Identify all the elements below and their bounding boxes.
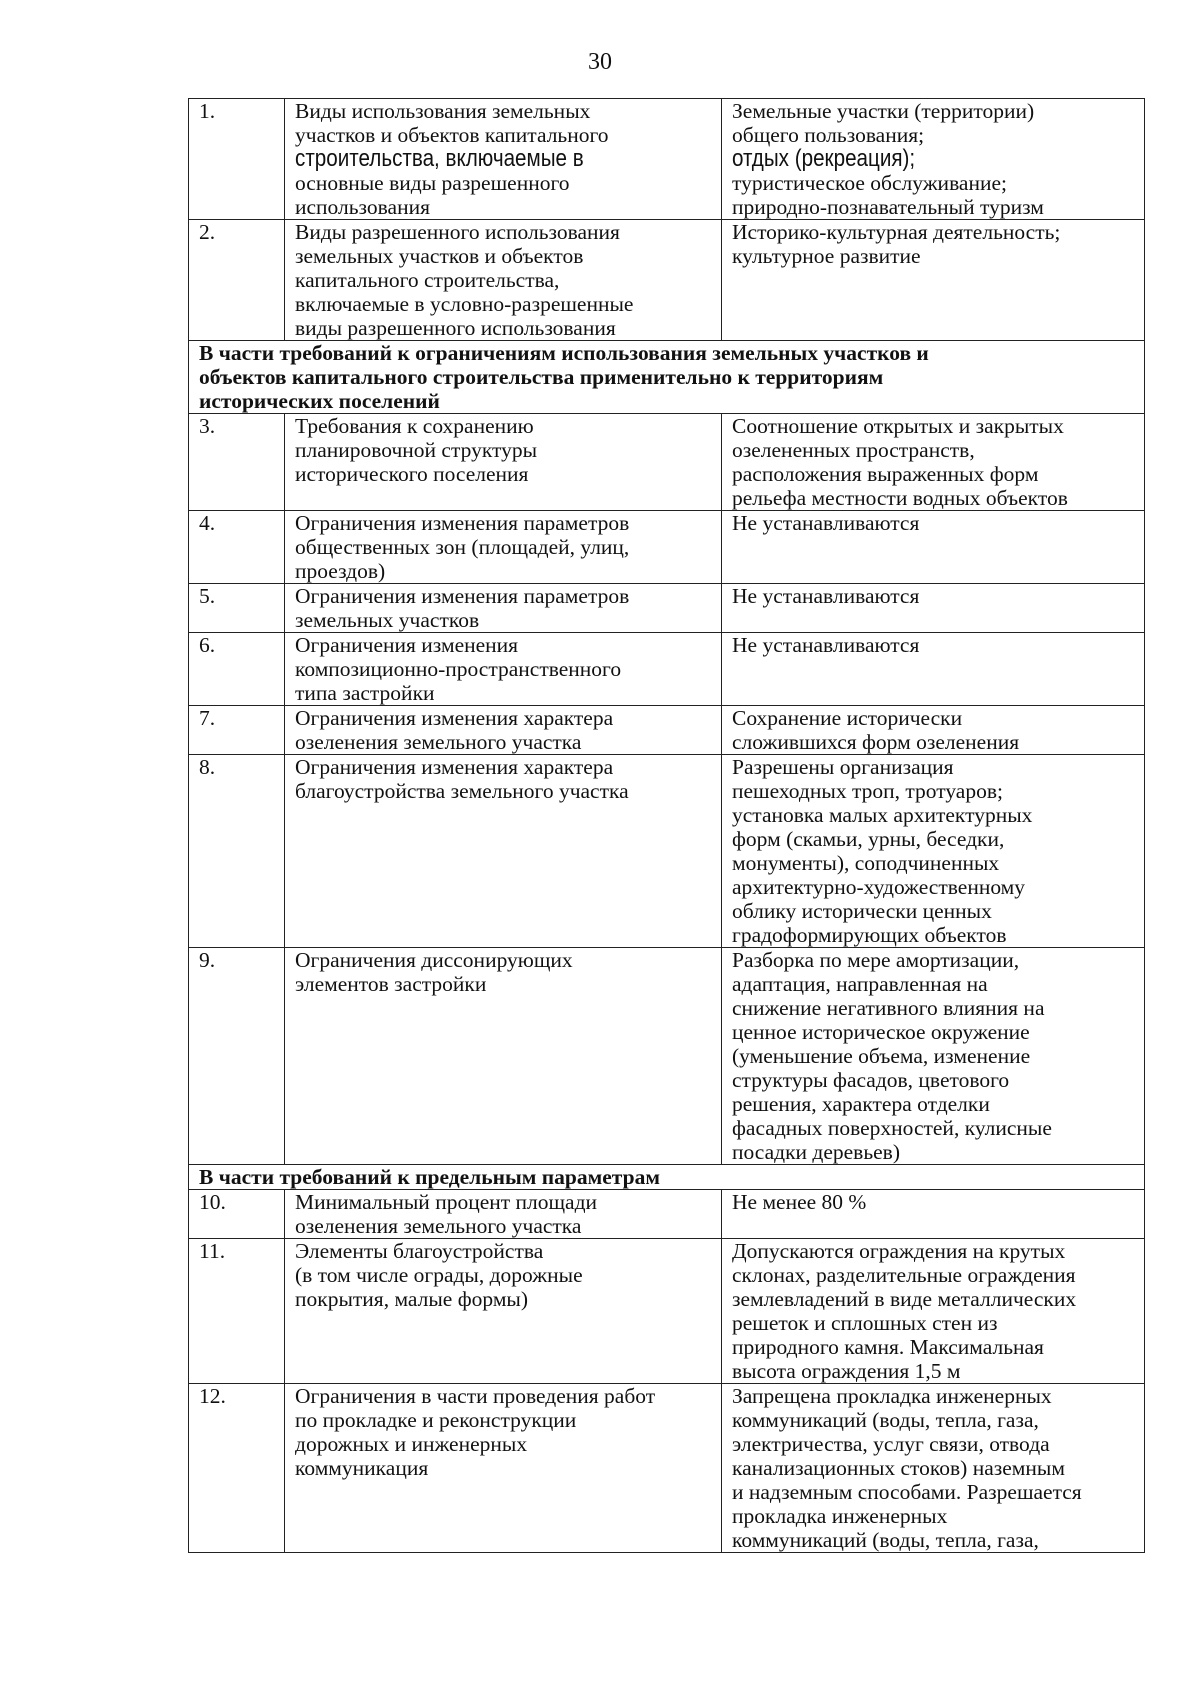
cell-text-line: Не устанавливаются <box>732 633 920 657</box>
cell-text-line: прокладка инженерных <box>732 1504 948 1528</box>
cell-text-line: типа застройки <box>295 681 435 705</box>
cell-text-line: Не устанавливаются <box>732 511 920 535</box>
requirement-name-cell <box>285 511 722 584</box>
table-row <box>189 1239 1145 1384</box>
requirement-value-cell <box>722 633 1145 706</box>
section-row-limits <box>189 1165 1145 1190</box>
cell-text-line: земельных участков и объектов <box>295 244 584 268</box>
cell-text-line: высота ограждения 1,5 м <box>732 1359 961 1383</box>
cell-text-line: Разрешены организация <box>732 755 954 779</box>
table-row <box>189 414 1145 511</box>
row-number: 6. <box>189 633 285 706</box>
cell-text-line: туристическое обслуживание; <box>732 171 1008 195</box>
cell-text-line: строительства, включаемые в <box>295 145 584 172</box>
row-number: 12. <box>189 1384 285 1553</box>
cell-text-line: элементов застройки <box>295 972 487 996</box>
cell-text-line: отдых (рекреация); <box>732 145 916 172</box>
row-number: 11. <box>189 1239 285 1384</box>
cell-text-line: общего пользования; <box>732 123 925 147</box>
requirement-name-cell <box>285 1239 722 1384</box>
requirements-table <box>188 98 1145 1553</box>
requirement-value-cell <box>722 99 1145 220</box>
cell-text-line: канализационных стоков) наземным <box>732 1456 1065 1480</box>
row-number: 7. <box>189 706 285 755</box>
cell-text-line: Земельные участки (территории) <box>732 99 1035 123</box>
cell-text-line: монументы), соподчиненных <box>732 851 1000 875</box>
row-number: 9. <box>189 948 285 1165</box>
cell-text-line: капитального строительства, <box>295 268 560 292</box>
cell-text-line: проездов) <box>295 559 386 583</box>
requirement-value-cell <box>722 584 1145 633</box>
cell-text-line: решения, характера отделки <box>732 1092 990 1116</box>
requirement-name-cell <box>285 948 722 1165</box>
requirement-name-cell <box>285 414 722 511</box>
cell-text-line: основные виды разрешенного <box>295 171 570 195</box>
table-row <box>189 220 1145 341</box>
requirement-value-cell <box>722 706 1145 755</box>
cell-text-line: Не устанавливаются <box>732 584 920 608</box>
cell-text-line: пешеходных троп, тротуаров; <box>732 779 1003 803</box>
row-number: 10. <box>189 1190 285 1239</box>
table-row <box>189 633 1145 706</box>
requirement-name-cell <box>285 633 722 706</box>
cell-text-line: Ограничения изменения <box>295 633 519 657</box>
section-heading-line: В части требований к предельным параметрам <box>199 1165 660 1189</box>
cell-text-line: планировочной структуры <box>295 438 538 462</box>
requirement-name-cell <box>285 1190 722 1239</box>
cell-text-line: природно-познавательный туризм <box>732 195 1044 219</box>
cell-text-line: Не менее 80 % <box>732 1190 867 1214</box>
section-heading <box>189 1165 1145 1190</box>
cell-text-line: покрытия, малые формы) <box>295 1287 529 1311</box>
cell-text-line: адаптация, направленная на <box>732 972 988 996</box>
cell-text-line: общественных зон (площадей, улиц, <box>295 535 630 559</box>
cell-text-line: Виды использования земельных <box>295 99 591 123</box>
cell-text-line: (в том числе ограды, дорожные <box>295 1263 583 1287</box>
cell-text-line: коммуникаций (воды, тепла, газа, <box>732 1408 1039 1432</box>
section-heading-line: объектов капитального строительства применительно к территориям <box>199 365 884 389</box>
table-row <box>189 584 1145 633</box>
section-row-historical <box>189 341 1145 414</box>
cell-text-line: Ограничения диссонирующих <box>295 948 573 972</box>
section-heading-line: В части требований к ограничениям использования земельных участков и <box>199 341 929 365</box>
cell-text-line: Элементы благоустройства <box>295 1239 544 1263</box>
cell-text-line: благоустройства земельного участка <box>295 779 629 803</box>
cell-text-line: рельефа местности водных объектов <box>732 486 1068 510</box>
requirement-value-cell <box>722 1190 1145 1239</box>
cell-text-line: культурное развитие <box>732 244 921 268</box>
cell-text-line: ценное историческое окружение <box>732 1020 1030 1044</box>
table-body <box>189 99 1145 1553</box>
cell-text-line: озеленения земельного участка <box>295 730 582 754</box>
cell-text-line: посадки деревьев) <box>732 1140 900 1164</box>
cell-text-line: градоформирующих объектов <box>732 923 1007 947</box>
table-row <box>189 511 1145 584</box>
cell-text-line: Разборка по мере амортизации, <box>732 948 1020 972</box>
cell-text-line: земельных участков <box>295 608 480 632</box>
requirement-name-cell <box>285 755 722 948</box>
requirement-value-cell <box>722 1384 1145 1553</box>
row-number: 1. <box>189 99 285 220</box>
cell-text-line: Соотношение открытых и закрытых <box>732 414 1064 438</box>
requirement-value-cell <box>722 220 1145 341</box>
requirement-value-cell <box>722 511 1145 584</box>
cell-text-line: коммуникаций (воды, тепла, газа, <box>732 1528 1039 1552</box>
section-heading-line: исторических поселений <box>199 389 440 413</box>
requirement-value-cell <box>722 755 1145 948</box>
requirement-value-cell <box>722 948 1145 1165</box>
row-number: 5. <box>189 584 285 633</box>
cell-text-line: и надземным способами. Разрешается <box>732 1480 1082 1504</box>
cell-text-line: участков и объектов капитального <box>295 123 609 147</box>
table-row <box>189 1190 1145 1239</box>
cell-text-line: фасадных поверхностей, кулисные <box>732 1116 1052 1140</box>
section-heading <box>189 341 1145 414</box>
page-number: 30 <box>588 49 612 75</box>
cell-text-line: Сохранение исторически <box>732 706 963 730</box>
cell-text-line: Ограничения изменения параметров <box>295 584 630 608</box>
cell-text-line: структуры фасадов, цветового <box>732 1068 1010 1092</box>
cell-text-line: использования <box>295 195 430 219</box>
cell-text-line: Допускаются ограждения на крутых <box>732 1239 1066 1263</box>
cell-text-line: композиционно-пространственного <box>295 657 622 681</box>
cell-text-line: природного камня. Максимальная <box>732 1335 1044 1359</box>
cell-text-line: Ограничения изменения характера <box>295 755 614 779</box>
cell-text-line: по прокладке и реконструкции <box>295 1408 577 1432</box>
cell-text-line: виды разрешенного использования <box>295 316 616 340</box>
cell-text-line: Ограничения изменения характера <box>295 706 614 730</box>
row-number: 2. <box>189 220 285 341</box>
cell-text-line: установка малых архитектурных <box>732 803 1033 827</box>
cell-text-line: озеленения земельного участка <box>295 1214 582 1238</box>
cell-text-line: электричества, услуг связи, отвода <box>732 1432 1050 1456</box>
cell-text-line: облику исторически ценных <box>732 899 992 923</box>
requirement-name-cell <box>285 706 722 755</box>
cell-text-line: Историко-культурная деятельность; <box>732 220 1061 244</box>
cell-text-line: Запрещена прокладка инженерных <box>732 1384 1052 1408</box>
cell-text-line: озелененных пространств, <box>732 438 975 462</box>
cell-text-line: решеток и сплошных стен из <box>732 1311 998 1335</box>
cell-text-line: снижение негативного влияния на <box>732 996 1045 1020</box>
table-row <box>189 706 1145 755</box>
cell-text-line: сложившихся форм озеленения <box>732 730 1020 754</box>
table-row <box>189 1384 1145 1553</box>
requirement-name-cell <box>285 99 722 220</box>
row-number: 3. <box>189 414 285 511</box>
row-number: 8. <box>189 755 285 948</box>
table-row <box>189 948 1145 1165</box>
cell-text-line: склонах, разделительные ограждения <box>732 1263 1076 1287</box>
requirement-name-cell <box>285 220 722 341</box>
cell-text-line: архитектурно-художественному <box>732 875 1026 899</box>
cell-text-line: включаемые в условно-разрешенные <box>295 292 634 316</box>
table-row <box>189 755 1145 948</box>
cell-text-line: коммуникация <box>295 1456 429 1480</box>
cell-text-line: форм (скамьи, урны, беседки, <box>732 827 1005 851</box>
cell-text-line: расположения выраженных форм <box>732 462 1039 486</box>
cell-text-line: Минимальный процент площади <box>295 1190 598 1214</box>
cell-text-line: Требования к сохранению <box>295 414 534 438</box>
requirement-name-cell <box>285 1384 722 1553</box>
requirement-name-cell <box>285 584 722 633</box>
cell-text-line: Ограничения изменения параметров <box>295 511 630 535</box>
requirement-value-cell <box>722 414 1145 511</box>
cell-text-line: дорожных и инженерных <box>295 1432 528 1456</box>
cell-text-line: Виды разрешенного использования <box>295 220 620 244</box>
cell-text-line: (уменьшение объема, изменение <box>732 1044 1031 1068</box>
table-row <box>189 99 1145 220</box>
cell-text-line: Ограничения в части проведения работ <box>295 1384 656 1408</box>
requirement-value-cell <box>722 1239 1145 1384</box>
row-number: 4. <box>189 511 285 584</box>
cell-text-line: землевладений в виде металлических <box>732 1287 1077 1311</box>
cell-text-line: исторического поселения <box>295 462 529 486</box>
